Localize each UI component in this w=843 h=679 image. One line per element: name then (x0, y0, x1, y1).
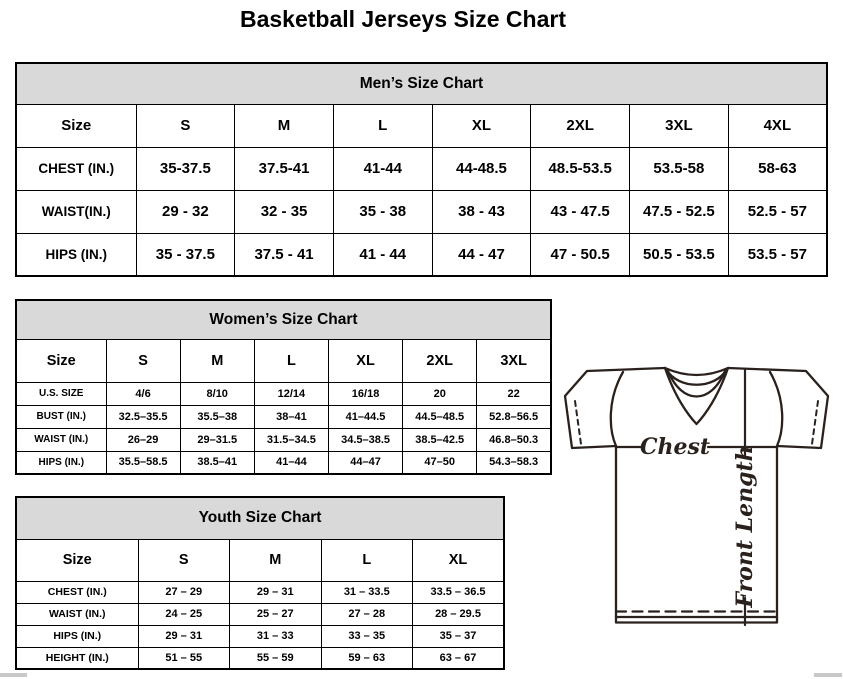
mens-size-value: 52.5 - 57 (728, 190, 827, 233)
womens-row-label: U.S. SIZE (16, 382, 106, 405)
mens-size-value: 29 - 32 (136, 190, 235, 233)
mens-column-header-2xl: 2XL (531, 104, 630, 147)
womens-column-header-s: S (106, 339, 180, 382)
youth-size-value: 24 – 25 (138, 603, 230, 625)
youth-table-row (16, 603, 504, 625)
mens-column-header-size: Size (16, 104, 136, 147)
womens-size-value: 41–44.5 (328, 405, 402, 428)
youth-row-label: WAIST (IN.) (16, 603, 138, 625)
womens-size-value: 29–31.5 (180, 428, 254, 451)
mens-size-value: 38 - 43 (432, 190, 531, 233)
womens-column-header-2xl: 2XL (403, 339, 477, 382)
youth-size-value: 55 – 59 (230, 647, 322, 669)
mens-size-chart-table (15, 62, 828, 277)
mens-size-value: 44 - 47 (432, 233, 531, 276)
womens-size-value: 52.8–56.5 (477, 405, 551, 428)
womens-header-row (16, 339, 551, 382)
youth-column-header-m: M (230, 539, 322, 581)
youth-size-value: 63 – 67 (413, 647, 505, 669)
womens-size-value: 44–47 (328, 451, 402, 474)
youth-row-label: CHEST (IN.) (16, 581, 138, 603)
mens-size-value: 53.5 - 57 (728, 233, 827, 276)
womens-size-value: 34.5–38.5 (328, 428, 402, 451)
womens-size-value: 35.5–38 (180, 405, 254, 428)
mens-size-value: 35 - 37.5 (136, 233, 235, 276)
womens-column-header-l: L (254, 339, 328, 382)
womens-size-value: 20 (403, 382, 477, 405)
womens-row-label: HIPS (IN.) (16, 451, 106, 474)
youth-column-header-size: Size (16, 539, 138, 581)
womens-size-chart-table (15, 299, 552, 475)
jersey-measurement-diagram (557, 355, 843, 628)
jersey-outline-drawing (557, 355, 843, 628)
womens-table-title: Women’s Size Chart (16, 300, 551, 339)
womens-column-header-m: M (180, 339, 254, 382)
jersey-body-outline (565, 368, 828, 623)
mens-column-header-4xl: 4XL (728, 104, 827, 147)
page-title: Basketball Jerseys Size Chart (239, 6, 566, 32)
mens-size-value: 32 - 35 (235, 190, 334, 233)
horizontal-scrollbar-fragment-left[interactable] (0, 673, 27, 677)
youth-header-row (16, 539, 504, 581)
mens-size-value: 35 - 38 (333, 190, 432, 233)
mens-table-title: Men’s Size Chart (16, 63, 827, 104)
youth-column-header-xl: XL (413, 539, 505, 581)
womens-size-value: 4/6 (106, 382, 180, 405)
youth-size-value: 33.5 – 36.5 (413, 581, 505, 603)
womens-size-value: 16/18 (328, 382, 402, 405)
womens-size-value: 8/10 (180, 382, 254, 405)
youth-table-row (16, 647, 504, 669)
youth-size-value: 51 – 55 (138, 647, 230, 669)
mens-size-value: 58-63 (728, 147, 827, 190)
jersey-collar-back-arc (665, 368, 728, 375)
youth-size-value: 27 – 28 (321, 603, 413, 625)
youth-size-value: 29 – 31 (138, 625, 230, 647)
womens-size-value: 38–41 (254, 405, 328, 428)
chest-label: Chest (639, 434, 711, 460)
womens-table-row (16, 382, 551, 405)
mens-row-label: CHEST (IN.) (16, 147, 136, 190)
youth-row-label: HEIGHT (IN.) (16, 647, 138, 669)
youth-title-row (16, 497, 504, 539)
mens-size-value: 43 - 47.5 (531, 190, 630, 233)
mens-size-value: 35-37.5 (136, 147, 235, 190)
youth-size-value: 28 – 29.5 (413, 603, 505, 625)
womens-size-value: 32.5–35.5 (106, 405, 180, 428)
womens-column-header-xl: XL (328, 339, 402, 382)
mens-size-value: 48.5-53.5 (531, 147, 630, 190)
jersey-cuff-dash-left (575, 401, 581, 444)
youth-size-value: 31 – 33 (230, 625, 322, 647)
womens-size-value: 46.8–50.3 (477, 428, 551, 451)
womens-size-value: 44.5–48.5 (403, 405, 477, 428)
mens-table-row (16, 190, 827, 233)
womens-column-header-size: Size (16, 339, 106, 382)
youth-size-value: 59 – 63 (321, 647, 413, 669)
womens-table-row (16, 451, 551, 474)
youth-table-row (16, 581, 504, 603)
mens-column-header-l: L (333, 104, 432, 147)
womens-table-row (16, 405, 551, 428)
mens-size-value: 53.5-58 (630, 147, 729, 190)
mens-size-value: 41 - 44 (333, 233, 432, 276)
jersey-armhole-left (611, 372, 623, 446)
youth-table-row (16, 625, 504, 647)
youth-column-header-s: S (138, 539, 230, 581)
womens-title-row (16, 300, 551, 339)
womens-row-label: WAIST (IN.) (16, 428, 106, 451)
womens-size-value: 35.5–58.5 (106, 451, 180, 474)
youth-size-value: 31 – 33.5 (321, 581, 413, 603)
youth-column-header-l: L (321, 539, 413, 581)
jersey-cuff-dash-right (812, 401, 818, 444)
womens-column-header-3xl: 3XL (477, 339, 551, 382)
womens-size-value: 38.5–42.5 (403, 428, 477, 451)
mens-header-row (16, 104, 827, 147)
womens-row-label: BUST (IN.) (16, 405, 106, 428)
youth-size-value: 25 – 27 (230, 603, 322, 625)
mens-size-value: 50.5 - 53.5 (630, 233, 729, 276)
womens-size-value: 26–29 (106, 428, 180, 451)
womens-table-row (16, 428, 551, 451)
youth-size-value: 27 – 29 (138, 581, 230, 603)
youth-size-value: 33 – 35 (321, 625, 413, 647)
womens-size-value: 31.5–34.5 (254, 428, 328, 451)
mens-column-header-3xl: 3XL (630, 104, 729, 147)
mens-size-value: 47 - 50.5 (531, 233, 630, 276)
youth-row-label: HIPS (IN.) (16, 625, 138, 647)
mens-size-value: 44-48.5 (432, 147, 531, 190)
mens-table-row (16, 233, 827, 276)
horizontal-scrollbar-fragment-right[interactable] (814, 673, 842, 677)
youth-size-chart-table (15, 496, 505, 670)
mens-column-header-m: M (235, 104, 334, 147)
mens-column-header-xl: XL (432, 104, 531, 147)
mens-column-header-s: S (136, 104, 235, 147)
youth-size-value: 35 – 37 (413, 625, 505, 647)
mens-row-label: HIPS (IN.) (16, 233, 136, 276)
youth-size-value: 29 – 31 (230, 581, 322, 603)
womens-size-value: 54.3–58.3 (477, 451, 551, 474)
mens-size-value: 41-44 (333, 147, 432, 190)
mens-table-row (16, 147, 827, 190)
mens-row-label: WAIST(IN.) (16, 190, 136, 233)
womens-size-value: 41–44 (254, 451, 328, 474)
youth-table-title: Youth Size Chart (16, 497, 504, 539)
mens-size-value: 37.5 - 41 (235, 233, 334, 276)
womens-size-value: 47–50 (403, 451, 477, 474)
womens-size-value: 38.5–41 (180, 451, 254, 474)
mens-size-value: 47.5 - 52.5 (630, 190, 729, 233)
womens-size-value: 12/14 (254, 382, 328, 405)
jersey-armhole-right (770, 372, 782, 446)
mens-size-value: 37.5-41 (235, 147, 334, 190)
womens-size-value: 22 (477, 382, 551, 405)
mens-title-row (16, 63, 827, 104)
front-length-label: Front Length (732, 445, 758, 608)
